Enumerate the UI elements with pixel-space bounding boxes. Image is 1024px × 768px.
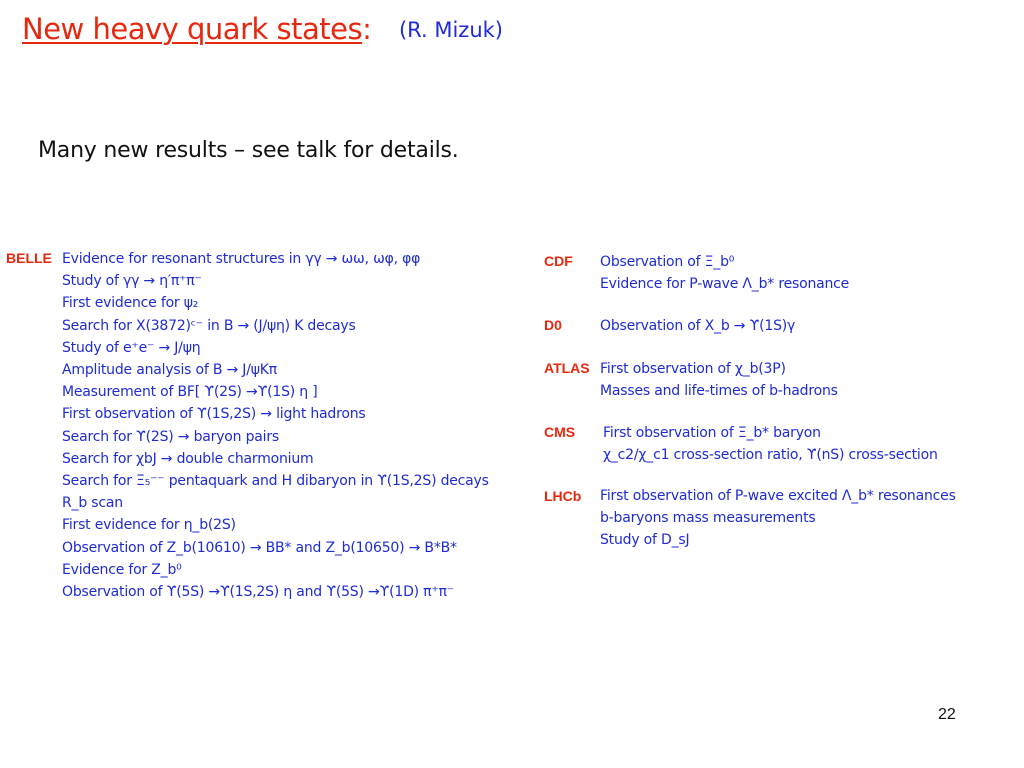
list-item: χ_c2/χ_c1 cross-section ratio, ϒ(nS) cross-section	[603, 447, 938, 464]
cdf-list	[600, 251, 849, 295]
d0-list	[600, 315, 795, 337]
list-item: First observation of Ξ_b* baryon	[603, 425, 821, 441]
list-item: Measurement of BF[ ϒ(2S) →ϒ(1S) η ]	[62, 384, 318, 401]
list-item: First observation of χ_b(3P)	[600, 361, 786, 377]
list-item: Observation of Ξ_b⁰	[600, 254, 735, 270]
list-item: First evidence for η_b(2S)	[62, 517, 236, 534]
list-item: Search for ϒ(2S) → baryon pairs	[62, 428, 279, 445]
list-item: Search for χbJ → double charmonium	[62, 450, 314, 467]
list-item: First observation of P-wave excited Λ_b* resonances	[600, 488, 956, 504]
lhcb-label: LHCb	[544, 488, 582, 504]
list-item: R_b scan	[62, 495, 123, 512]
subtitle: Many new results – see talk for details.	[38, 138, 459, 163]
title-author: (R. Mizuk)	[398, 18, 503, 42]
page-number: 22	[938, 706, 956, 723]
cms-list	[603, 422, 938, 466]
atlas-label: ATLAS	[544, 360, 590, 376]
list-item: Observation of ϒ(5S) →ϒ(1S,2S) η and ϒ(5S) →ϒ(1D) π⁺π⁻	[62, 584, 454, 601]
list-item: Observation of Z_b(10610) → BB* and Z_b(10650) → B*B*	[62, 539, 457, 556]
list-item: Observation of X_b → ϒ(1S)γ	[600, 318, 796, 334]
list-item: Study of e⁺e⁻ → J/ψη	[62, 339, 201, 356]
list-item: Study of γγ → η′π⁺π⁻	[62, 273, 202, 290]
cdf-label: CDF	[544, 253, 573, 269]
belle-label: BELLE	[6, 250, 52, 266]
d0-label: D0	[544, 317, 562, 333]
list-item: Amplitude analysis of B → J/ψKπ	[62, 362, 277, 379]
list-item: Search for X(3872)ᶜ⁻ in B → (J/ψη) K decays	[62, 317, 356, 334]
list-item: Evidence for resonant structures in γγ → ωω, ωφ, φφ	[62, 251, 421, 267]
list-item: Search for Ξ₅⁻⁻ pentaquark and H dibaryon in ϒ(1S,2S) decays	[62, 473, 489, 490]
list-item: Evidence for P-wave Λ_b* resonance	[600, 276, 850, 293]
list-item: b-baryons mass measurements	[600, 510, 816, 527]
atlas-list	[600, 358, 838, 402]
title-colon: :	[362, 12, 372, 46]
title-main: New heavy quark states	[22, 12, 363, 46]
lhcb-list	[600, 485, 956, 552]
list-item: First observation of ϒ(1S,2S) → light hadrons	[62, 406, 366, 423]
list-item: Study of D_sJ	[600, 532, 690, 549]
list-item: Masses and life-times of b-hadrons	[600, 383, 838, 400]
list-item: First evidence for ψ₂	[62, 295, 199, 312]
belle-list	[62, 248, 489, 603]
slide-title	[22, 12, 503, 46]
cms-label: CMS	[544, 424, 576, 440]
list-item: Evidence for Z_b⁰	[62, 561, 182, 578]
